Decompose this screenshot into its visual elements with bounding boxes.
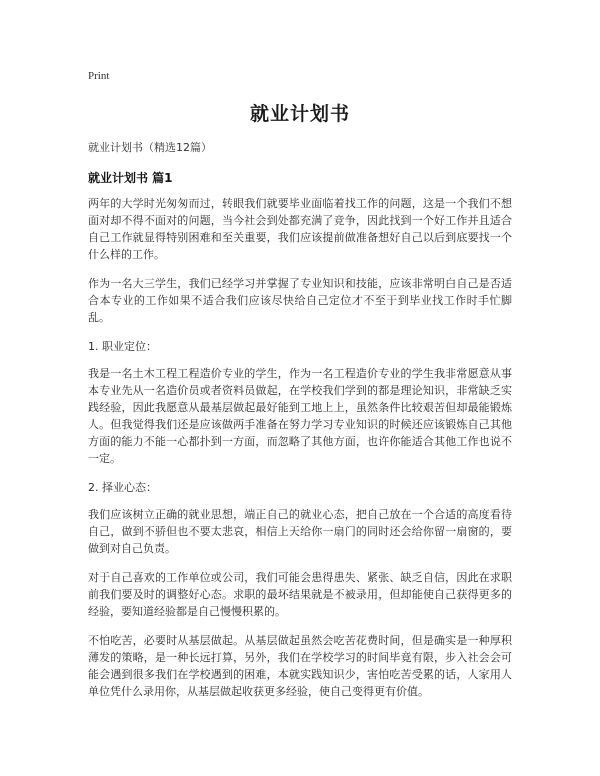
print-link[interactable]: Print	[88, 70, 110, 82]
paragraph-intro: 两年的大学时光匆匆而过，转眼我们就要毕业面临着找工作的问题，这是一个我们不想面对却不得不面对的问题，当今社会到处都充满了竞争，因此找到一个好工作并且适合自己工作就显得特别困难和至关重要，我们应该提前做准备想好自己以后到底要找一个什么样的工作。	[88, 197, 512, 261]
paragraph-career-positioning: 我是一名土木工程工程造价专业的学生，作为一名工程造价专业的学生我非常愿意从事本专业先从一名造价员或者资料员做起，在学校我们学到的都是理论知识，非常缺乏实践经验，因此我愿意从最基层做起最好能到工地上上，虽然条件比较艰苦但却最能锻炼人。但我觉得我们还是应该做两手准备在努力学习专业知识的时候还应该锻炼自己其他方面的能力不能一心都扑到一方面，而忽略了其他方面，也许你能适合其他工作也说不一定。	[88, 367, 512, 465]
section-heading: 就业计划书 篇1	[88, 171, 173, 185]
document-subtitle: 就业计划书（精选12篇）	[88, 141, 212, 154]
paragraph-preferred-employer: 对于自己喜欢的工作单位或公司，我们可能会患得患失、紧张、缺乏自信，因此在求职前我们要及时的调整好心态。求职的最坏结果就是不被录用，但却能使自己获得更多的经验，要知道经验都是自己慢慢积累的。	[88, 571, 512, 618]
paragraph-start-from-basics: 不怕吃苦，必要时从基层做起。从基层做起虽然会吃苦花费时间，但是确实是一种厚积薄发的策略，是一种长远打算，另外，我们在学校学习的时间毕竟有限，步入社会会可能会遇到很多我们在学校遇到的困难，本就实践知识少，害怕吃苦受累的话，人家用人单位凭什么录用你，从基层做起收获更多经验，使自己变得更有价值。	[88, 634, 512, 698]
list-heading-job-mindset: 2. 择业心态：	[88, 481, 157, 494]
paragraph-positioning-self: 作为一名大三学生，我们已经学习并掌握了专业知识和技能，应该非常明白自己是否适合本专业的工作如果不适合我们应该尽快给自己定位才不至于到毕业找工作时手忙脚乱。	[88, 277, 512, 324]
document-title: 就业计划书	[249, 103, 350, 125]
paragraph-job-mindset: 我们应该树立正确的就业思想，端正自己的就业心态，把自己放在一个合适的高度看待自己，做到不骄但也不要太悲哀，相信上天给你一扇门的同时还会给你留一扇窗的，要做到对自己负责。	[88, 508, 512, 555]
list-heading-career-positioning: 1. 职业定位：	[88, 340, 157, 353]
